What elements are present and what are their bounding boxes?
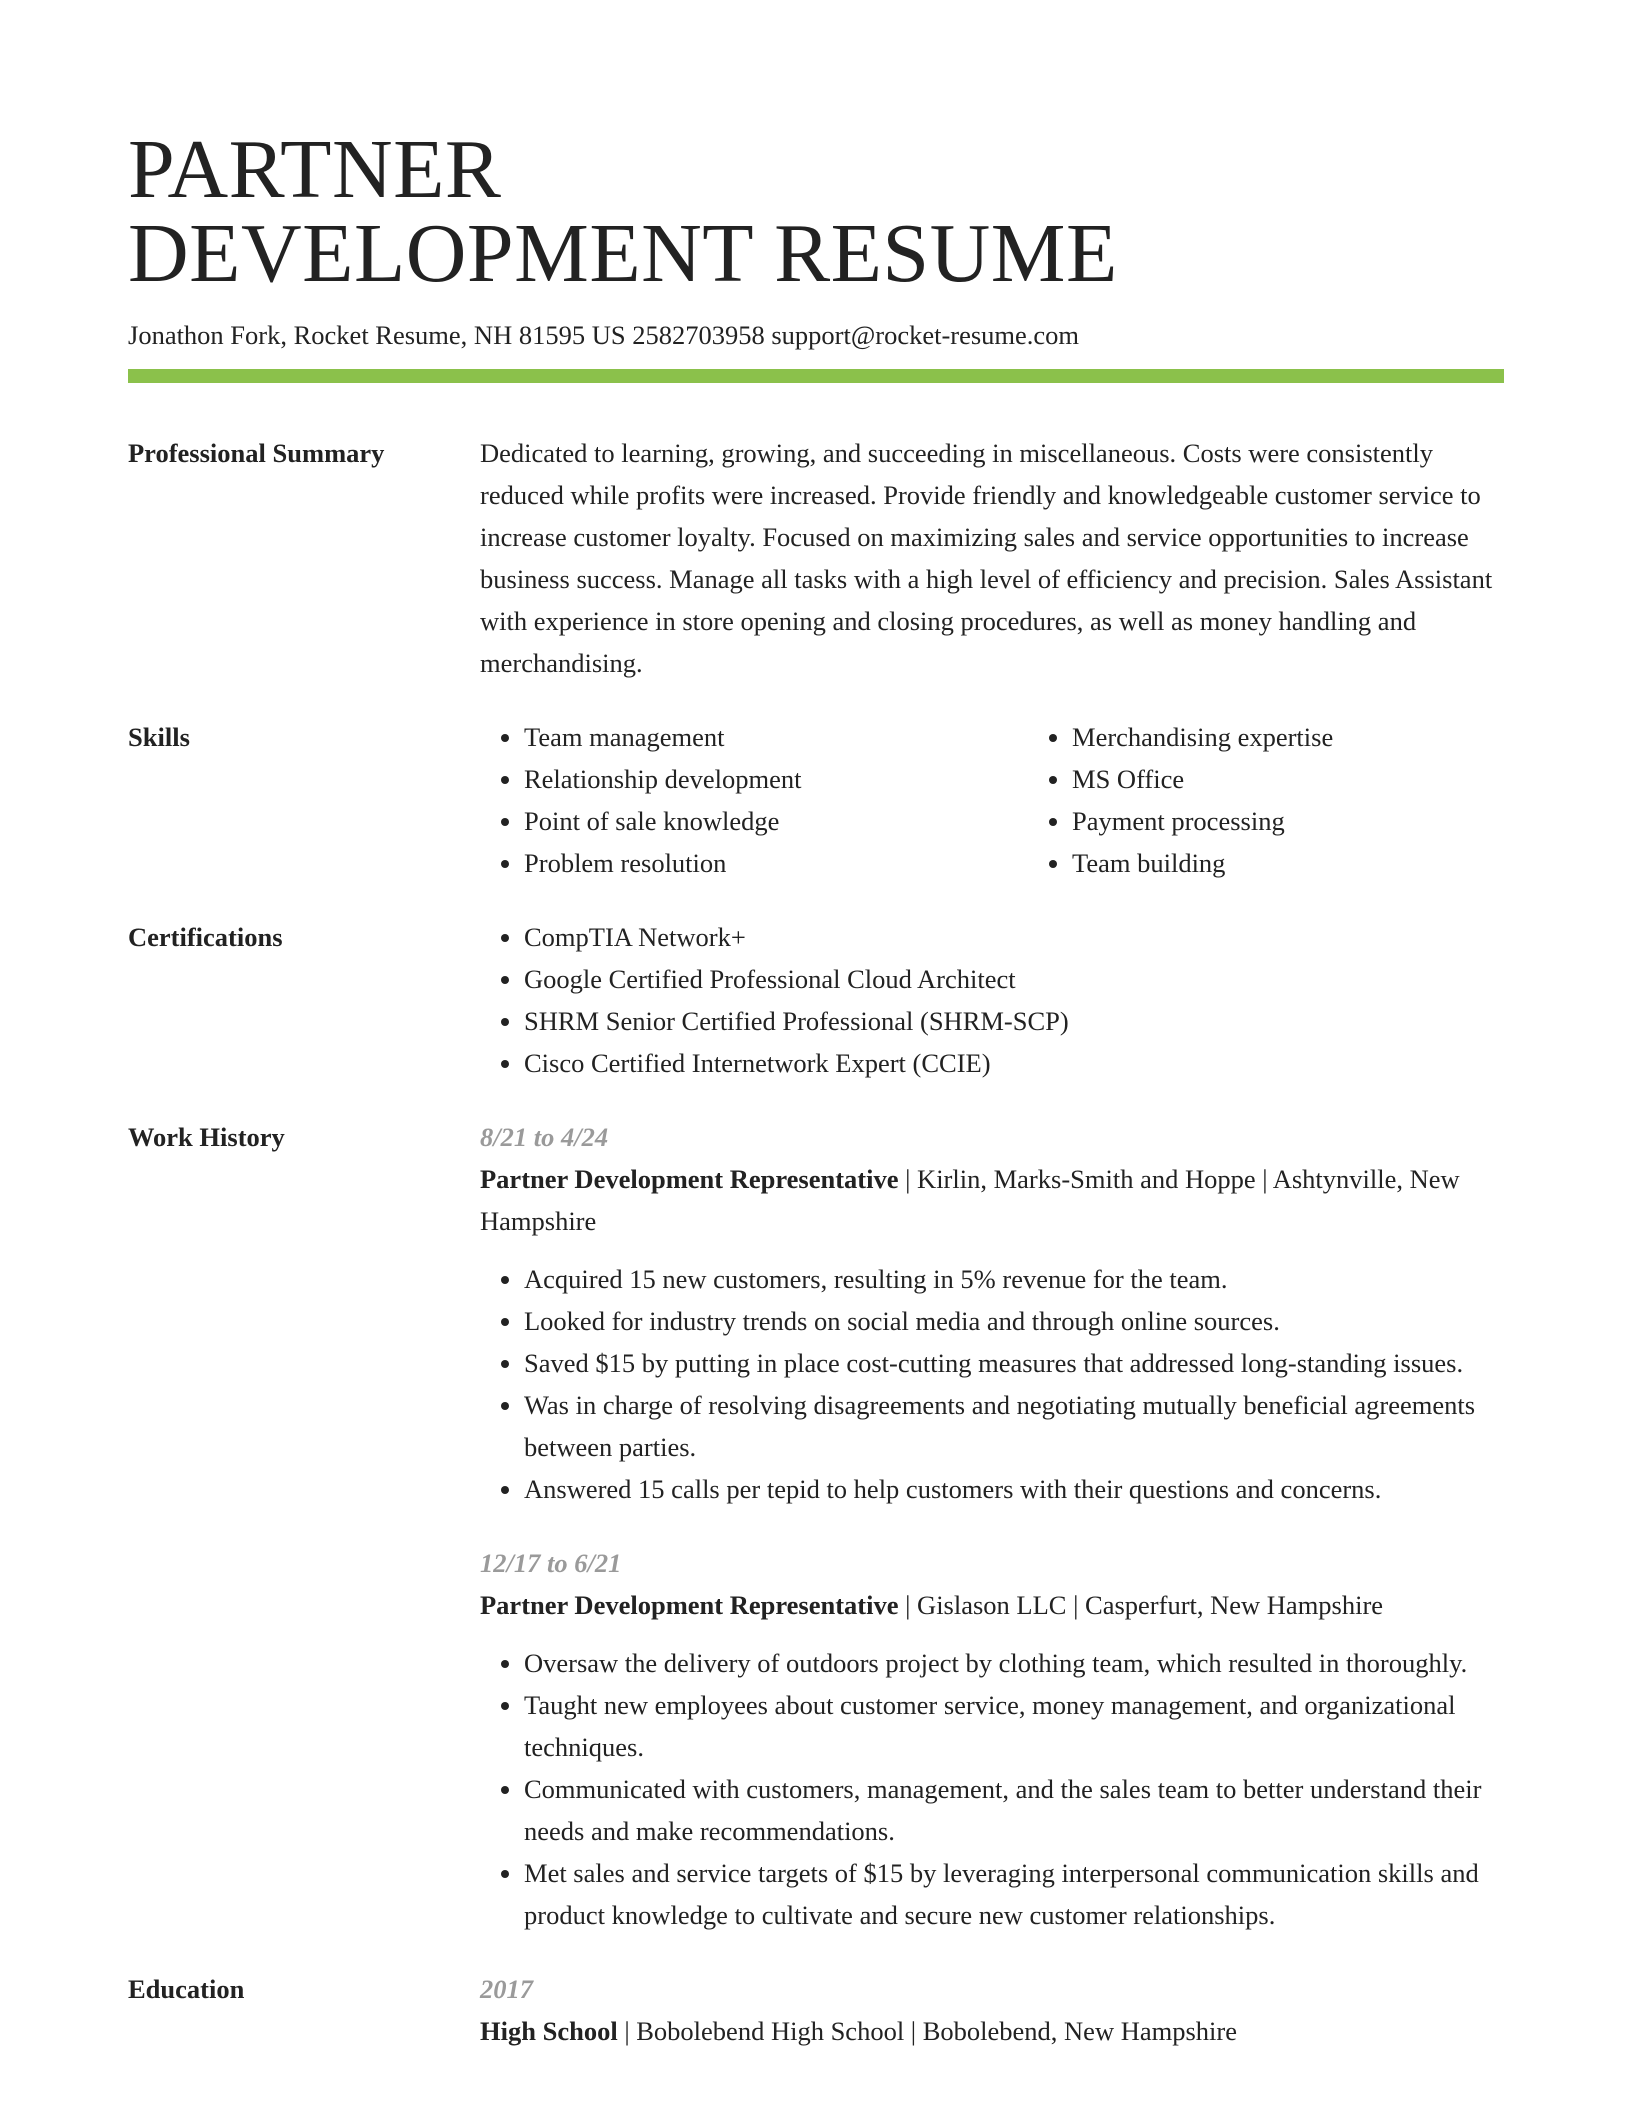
job-bullet: • Acquired 15 new customers, resulting in 5% revenue for the team. <box>524 1258 1504 1300</box>
job-bullets <box>480 1258 1504 1510</box>
job-details: | Gislason LLC | Casperfurt, New Hampshire <box>898 1590 1384 1620</box>
job-heading <box>480 1584 1504 1626</box>
job-entry <box>480 1116 1504 1510</box>
education-label: Education <box>128 1974 245 2004</box>
job-dates: 8/21 to 4/24 <box>480 1122 609 1152</box>
skill-item: • Relationship development <box>524 758 1028 800</box>
skills-label: Skills <box>128 722 190 752</box>
skill-item: • Team management <box>524 716 1028 758</box>
skill-item: • Problem resolution <box>524 842 1028 884</box>
title-line-2: DEVELOPMENT RESUME <box>128 207 1118 300</box>
certifications-list <box>480 916 1504 1084</box>
education-section <box>128 1968 1504 2052</box>
education-details: | Bobolebend High School | Bobolebend, New Hampshire <box>617 2016 1237 2046</box>
skill-item: • Team building <box>1072 842 1576 884</box>
skills-section <box>128 716 1504 884</box>
education-degree: High School <box>480 2016 618 2046</box>
job-bullet: • Oversaw the delivery of outdoors project by clothing team, which resulted in thoroughly. <box>524 1642 1504 1684</box>
job-bullet: • Communicated with customers, management, and the sales team to better understand their needs and make recommendations. <box>524 1768 1504 1852</box>
certification-item: • Cisco Certified Internetwork Expert (CCIE) <box>524 1042 1504 1084</box>
job-bullets <box>480 1642 1504 1936</box>
skill-item: • Payment processing <box>1072 800 1576 842</box>
job-bullet: • Answered 15 calls per tepid to help customers with their questions and concerns. <box>524 1468 1504 1510</box>
job-bullet: • Looked for industry trends on social media and through online sources. <box>524 1300 1504 1342</box>
certifications-label: Certifications <box>128 922 283 952</box>
certification-item: • Google Certified Professional Cloud Architect <box>524 958 1504 1000</box>
education-heading <box>480 2010 1504 2052</box>
job-bullet: • Saved $15 by putting in place cost-cutting measures that addressed long-standing issues. <box>524 1342 1504 1384</box>
skill-item: • Merchandising expertise <box>1072 716 1576 758</box>
job-dates: 12/17 to 6/21 <box>480 1548 622 1578</box>
job-bullet: • Taught new employees about customer service, money management, and organizational techniques. <box>524 1684 1504 1768</box>
job-entry <box>480 1542 1504 1936</box>
job-bullet: • Was in charge of resolving disagreements and negotiating mutually beneficial agreements between parties. <box>524 1384 1504 1468</box>
resume-page <box>128 123 1504 2052</box>
contact-line: Jonathon Fork, Rocket Resume, NH 81595 US 2582703958 support@rocket-resume.com <box>128 320 1080 350</box>
certification-item: • CompTIA Network+ <box>524 916 1504 958</box>
skill-item: • MS Office <box>1072 758 1576 800</box>
certifications-section <box>128 916 1504 1084</box>
summary-section <box>128 432 1504 684</box>
education-year: 2017 <box>480 1974 533 2004</box>
skill-item: • Point of sale knowledge <box>524 800 1028 842</box>
job-bullet: • Met sales and service targets of $15 by leveraging interpersonal communication skills and product knowledge to cultivate and secure new customer relationships. <box>524 1852 1504 1936</box>
work-history-label: Work History <box>128 1122 285 1152</box>
job-title: Partner Development Representative <box>480 1164 899 1194</box>
job-heading <box>480 1158 1504 1242</box>
summary-label: Professional Summary <box>128 438 385 468</box>
resume-title <box>128 123 1504 300</box>
skills-list-right <box>1028 716 1576 884</box>
work-history-section <box>128 1116 1504 1936</box>
title-line-1: PARTNER <box>128 123 502 216</box>
accent-divider <box>128 369 1504 383</box>
skills-list-left <box>480 716 1028 884</box>
certification-item: • SHRM Senior Certified Professional (SHRM-SCP) <box>524 1000 1504 1042</box>
job-title: Partner Development Representative <box>480 1590 899 1620</box>
summary-text: Dedicated to learning, growing, and succeeding in miscellaneous. Costs were consistently reduced while profits were increased. Provide friendly and knowledgeable customer service to increase customer loyalty. Focused on maximizing sales and service opportunities to increase business success. Manage all tasks with a high level of efficiency and precision. Sales Assistant with experience in store opening and closing procedures, as well as money handling and merchandising. <box>480 438 1493 678</box>
job-details: | Kirlin, Marks-Smith and Hoppe | Ashtynville, New Hampshire <box>480 1164 1460 1236</box>
